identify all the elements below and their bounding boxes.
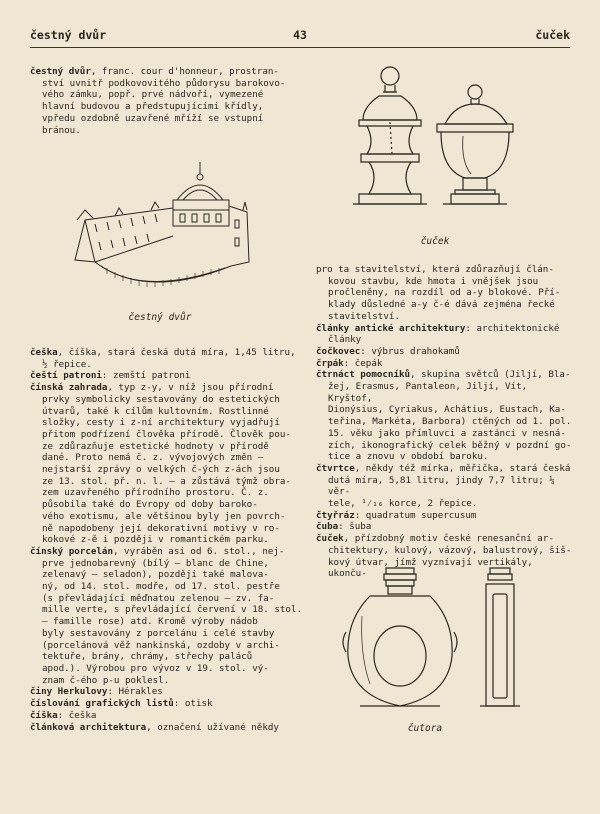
entry-line: nejstarší zprávy o velkých č-ých z-ách jsou xyxy=(42,464,280,476)
entry-line: (porcelánová věž nankinská, ozdoby v archi- xyxy=(42,639,280,651)
entry-line: články antické architektury: architektonické xyxy=(316,322,560,334)
entry-line: ze 13. stol. př. n. l. — a zůstává týmž obra- xyxy=(42,475,291,487)
headword: číslování grafických listů xyxy=(30,698,174,710)
entry-line: (s převládající měďnatou zelenou — zv. fa- xyxy=(42,592,275,604)
entry-clankova-cont xyxy=(316,264,572,323)
entry-line: zelenavý — seladon), později také malova- xyxy=(42,569,269,581)
headword: čínský porcelán xyxy=(30,545,113,557)
entry-line: čuček, přízdobný motiv české renesanční ar- xyxy=(316,533,554,545)
entry-line: ně napodobeny její dekorativní motivy v ro- xyxy=(42,522,280,534)
entry-line: bránou. xyxy=(42,124,81,136)
entry-line: tele, ¹⁄₁₆ korce, 2 řepice. xyxy=(328,498,478,510)
headword: článková architektura xyxy=(30,721,147,733)
entry-ceska xyxy=(30,347,304,370)
headword: črpák xyxy=(316,357,344,369)
entry-clanky-anticke xyxy=(316,323,572,346)
headword: články antické architektury xyxy=(316,322,466,334)
headword: čeští patroni xyxy=(30,370,102,382)
caption-cucek: čuček xyxy=(420,236,450,247)
entry-line: znam č-ého p-u poklesl. xyxy=(42,674,170,686)
entry-line: číslování grafických listů: otisk xyxy=(30,698,213,710)
entry-line: vpředu ozdobně uzavřené mříží se vstupní xyxy=(42,112,264,124)
entry-line: číška: češka xyxy=(30,709,97,721)
header-left-term: čestný dvůr xyxy=(30,28,107,42)
entry-line: prve jednobarevný (bílý — blanc de Chine, xyxy=(42,557,269,569)
entry-ctrnact-pomocniku xyxy=(316,369,572,463)
entry-ciny-herkulovy xyxy=(30,686,304,698)
entry-line: ½ řepice. xyxy=(42,358,92,370)
entry-line: ný, od 14. stol. modře, od 17. stol. pestře xyxy=(42,581,280,593)
entry-line: byly sestavovány z porcelánu i celé stavby xyxy=(42,627,275,639)
caption-cestny-dvur: čestný dvůr xyxy=(128,312,192,323)
headword: češka xyxy=(30,347,58,358)
entry-line: mille verte, s převládající červení v 18. stol. xyxy=(42,604,302,616)
page-header xyxy=(30,28,570,46)
entry-line: pro ta stavitelství, která zdůrazňují člán- xyxy=(316,264,554,275)
entry-line: 15. věku jako přímluvci a zastánci v nesná- xyxy=(328,427,566,439)
entry-line: činy Herkulovy: Hérakles xyxy=(30,686,163,698)
entry-line: působila také do Evropy od doby baroko- xyxy=(42,499,258,511)
entry-line: žej, Erasmus, Pantaleon, Jiljí, Vít, Kryštof, xyxy=(328,381,528,404)
entry-line: hlavní budovou a předstupujícími křídly, xyxy=(42,101,264,113)
left-column-entries xyxy=(30,347,304,733)
entry-line: kovou stavbu, kde hmota i vnějšek jsou xyxy=(328,275,539,287)
entry-line: čočkovec: výbrus drahokamů xyxy=(316,345,460,357)
entry-line: čtyřráz: quadratum supercusum xyxy=(316,509,477,521)
entry-line: apod.). Výrobou pro vývoz v 19. stol. vý- xyxy=(42,662,269,674)
entry-line: čestný dvůr, franc. cour d'honneur, prostran- xyxy=(30,66,279,77)
cucek-illustration xyxy=(345,62,545,237)
entry-line: čtvrtce, někdy též mírka, měřička, stará česká xyxy=(316,462,571,474)
entry-line: klady důsledné a-y č-é dává zejména řecké xyxy=(328,299,555,311)
entry-line: dané. Proto nemá č. z. vývojových změn — xyxy=(42,452,264,464)
headword: číška xyxy=(30,709,58,721)
headword: čtvrtce xyxy=(316,462,355,474)
headword: čtyřráz xyxy=(316,509,355,521)
entry-line: vého zámku, popř. prvé nádvoří, vymezené xyxy=(42,89,264,101)
entry-line: útvarů, také k cílům kultovním. Rostlinné xyxy=(42,405,269,417)
entry-lines xyxy=(30,66,304,136)
entry-line: — famille rose) atd. Kromě výroby nádob xyxy=(42,616,258,628)
entry-cesti-patroni xyxy=(30,370,304,382)
headword: čuček xyxy=(316,533,344,545)
entry-clankova-architektura xyxy=(30,722,304,734)
entry-line: čtrnáct pomocníků, skupina světců (Jiljí, Bla- xyxy=(316,369,571,381)
entry-line: zem uzavřeného přírodního prostoru. Č. z. xyxy=(42,487,269,499)
entry-line: vého exotismu, ale většinou byly jen povrch- xyxy=(42,510,286,522)
entry-cuba xyxy=(316,521,572,533)
headword: čočkovec xyxy=(316,345,361,357)
headword: čuba xyxy=(316,521,339,533)
caption-cutora: čutora xyxy=(407,723,443,734)
entry-line: čeští patroni: zemští patroni xyxy=(30,370,191,382)
entry-line: složky, cesty i z-ní architektury vyjadřují xyxy=(42,417,280,429)
entry-ciska xyxy=(30,710,304,722)
entry-line: články xyxy=(328,334,362,346)
entry-line: kový útvar, jímž vyznívají vertikály, ukonču- xyxy=(328,556,533,580)
entry-line: čínská zahrada, typ z-y, v níž jsou přírodní xyxy=(30,382,274,394)
header-rule xyxy=(30,47,570,48)
palace-illustration xyxy=(55,150,255,300)
entry-line: dutá míra, 5,81 litru, jindy 7,7 litru; ¼ věr- xyxy=(328,474,555,498)
entry-cinsky-porcelan xyxy=(30,546,304,686)
entry-line: přitom podřízení člověka přírodě. Člověk pou- xyxy=(42,428,291,440)
entry-line: chitektury, kulový, vázový, balustrový, šiš- xyxy=(328,544,572,556)
headword: čtrnáct pomocníků xyxy=(316,369,411,381)
entry-line: ství uvnitř podkovovitého půdorysu barokovo- xyxy=(42,77,286,89)
entry-line: Dionýsius, Cyriakus, Achátius, Eustach, Ka- xyxy=(328,404,566,416)
entry-line: čínský porcelán, vyráběn asi od 6. stol., nej- xyxy=(30,545,285,557)
entry-line: kokové z-ě i později v romantickém parku. xyxy=(42,534,269,546)
entry-cinska-zahrada xyxy=(30,382,304,546)
right-column-entries xyxy=(316,264,572,580)
entry-ctvrtce xyxy=(316,463,572,510)
cutora-illustration xyxy=(340,560,540,720)
entry-line: stavitelství. xyxy=(328,310,400,322)
entry-line: tektuře, brány, chrámy, střechy paláců xyxy=(42,651,253,663)
entry-line: tice a znovu v období baroku. xyxy=(328,451,489,463)
entry-cestny-dvur xyxy=(30,66,304,136)
page-number: 43 xyxy=(293,28,307,42)
entry-line: teřina, Markéta, Barbora) ctěných od 1. pol. xyxy=(328,416,572,428)
entry-line: prvky symbolicky sestavovány do estetických xyxy=(42,393,280,405)
entry-line: ze zdůrazňuje estetické hodnoty v přírodě xyxy=(42,440,269,452)
entry-line: črpák: čepák xyxy=(316,357,383,369)
entry-crpak xyxy=(316,358,572,370)
headword: čínská zahrada xyxy=(30,382,108,394)
entry-line: zích, ikonografický celek běžný v pozdní go- xyxy=(328,439,572,451)
entry-cockovec xyxy=(316,346,572,358)
entry-cislovani xyxy=(30,698,304,710)
headword: činy Herkulovy xyxy=(30,686,108,698)
entry-line: článková architektura, označení užívané někdy xyxy=(30,721,279,733)
entry-line: čuba: šuba xyxy=(316,521,372,533)
headword: čestný dvůr xyxy=(30,66,91,77)
entry-ctyrraz xyxy=(316,510,572,522)
entry-line: češka, číška, stará česká dutá míra, 1,45 litru, xyxy=(30,347,296,358)
header-right-term: čuček xyxy=(535,28,570,42)
entry-line: pročleněny, na rozdíl od a-y blokové. Pří- xyxy=(328,287,561,299)
